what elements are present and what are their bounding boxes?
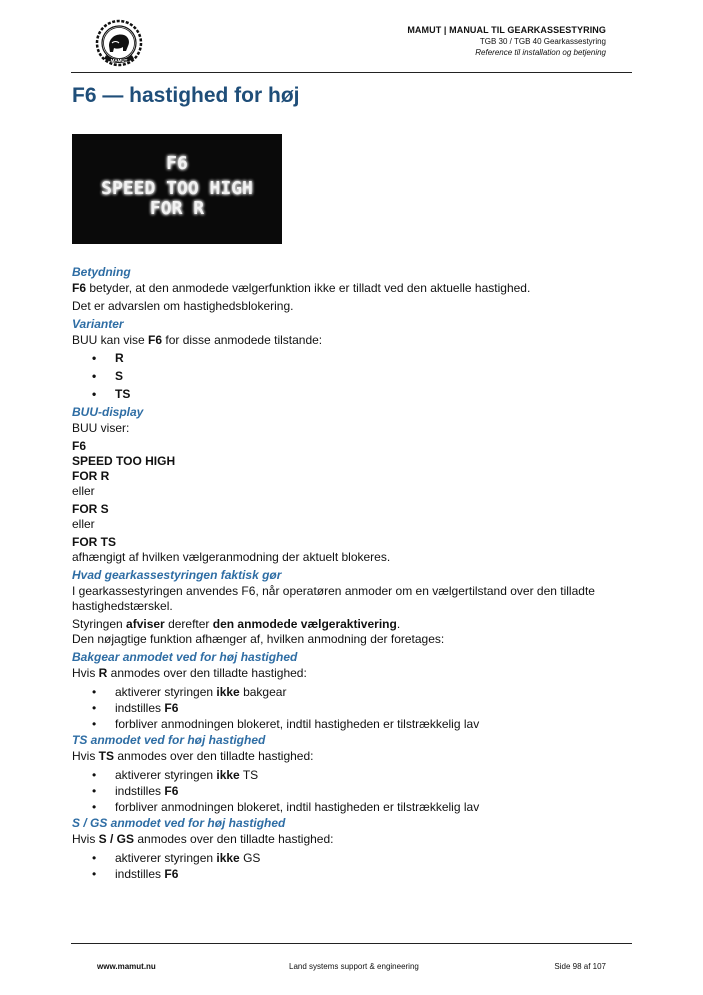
page-title: F6 — hastighed for høj — [72, 84, 300, 107]
footer-website-link[interactable]: www.mamut.nu — [97, 962, 156, 971]
section-heading-ts: TS anmodet ved for høj hastighed — [72, 733, 266, 747]
list-item: • TS — [72, 387, 632, 402]
section-heading-buu-display: BUU-display — [72, 405, 144, 419]
hvad-paragraph-3: Den nøjagtige funktion afhænger af, hvilken anmodning der foretages: — [72, 632, 445, 646]
buu-display-intro: BUU viser: — [72, 421, 130, 435]
betydning-paragraph-1: F6 betyder, at den anmodede vælgerfunktion ikke er tilladt ved den aktuelle hastighed. — [72, 281, 531, 295]
buu-display-text-block — [72, 439, 632, 484]
buu-or-2: eller — [72, 517, 95, 531]
varianter-intro: BUU kan vise F6 for disse anmodede tilstande: — [72, 333, 323, 347]
buu-display-photo — [72, 134, 282, 244]
logo-text: MAMUT — [110, 58, 128, 63]
footer-tagline: Land systems support & engineering — [289, 962, 419, 971]
list-item: • indstilles F6 — [72, 700, 632, 716]
list-item: • aktiverer styringen ikke GS — [72, 850, 632, 866]
hvad-paragraph-2: Styringen afviser derefter den anmodede vælgeraktivering. — [72, 617, 401, 631]
header-subtitle-2: Reference til installation og betjening — [475, 48, 606, 57]
buu-line-for-r: FOR R — [72, 469, 110, 483]
ts-intro: Hvis TS anmodes over den tilladte hastighed: — [72, 749, 314, 763]
list-item: • forbliver anmodningen blokeret, indtil hastigheden er tilstrækkelig lav — [72, 799, 632, 815]
ts-list — [72, 767, 632, 815]
display-line-2: SPEED TOO HIGH — [101, 178, 253, 199]
section-heading-hvad: Hvad gearkassestyringen faktisk gør — [72, 568, 282, 582]
section-heading-s-gs: S / GS anmodet ved for høj hastighed — [72, 816, 286, 830]
hvad-paragraph-1: I gearkassestyringen anvendes F6, når operatøren anmoder om en vælgertilstand over den tilladte hastighedstærskel. — [72, 584, 595, 613]
buu-line-for-s: FOR S — [72, 502, 109, 516]
list-item: • S — [72, 369, 632, 384]
list-item: • indstilles F6 — [72, 866, 632, 882]
buu-or-1: eller — [72, 484, 95, 498]
header-title: MAMUT | MANUAL TIL GEARKASSESTYRING — [407, 25, 606, 35]
page-header — [71, 14, 632, 73]
mamut-logo — [95, 19, 143, 67]
betydning-paragraph-2: Det er advarslen om hastighedsblokering. — [72, 299, 294, 313]
sgs-intro: Hvis S / GS anmodes over den tilladte hastighed: — [72, 832, 334, 846]
list-item: • forbliver anmodningen blokeret, indtil hastigheden er tilstrækkelig lav — [72, 716, 632, 732]
display-line-3: FOR R — [149, 198, 205, 219]
header-subtitle: TGB 30 / TGB 40 Gearkassestyring — [479, 37, 606, 46]
sgs-list — [72, 850, 632, 882]
footer-page-number: Side 98 af 107 — [554, 962, 606, 971]
buu-line-f6: F6 — [72, 439, 87, 453]
page-footer — [71, 943, 632, 973]
document-body — [72, 265, 632, 883]
buu-display-outro: afhængigt af hvilken vælgeranmodning der aktuelt blokeres. — [72, 550, 391, 564]
bakgear-intro: Hvis R anmodes over den tilladte hastighed: — [72, 666, 307, 680]
section-heading-betydning: Betydning — [72, 265, 131, 279]
display-line-1: F6 — [166, 153, 188, 174]
varianter-list — [72, 351, 632, 402]
list-item: • R — [72, 351, 632, 366]
bakgear-list — [72, 684, 632, 732]
buu-line-for-ts: FOR TS — [72, 535, 116, 549]
list-item: • indstilles F6 — [72, 783, 632, 799]
header-text — [407, 25, 606, 58]
section-heading-bakgear: Bakgear anmodet ved for høj hastighed — [72, 650, 298, 664]
list-item: • aktiverer styringen ikke bakgear — [72, 684, 632, 700]
buu-line-speed: SPEED TOO HIGH — [72, 454, 176, 468]
section-heading-varianter: Varianter — [72, 317, 124, 331]
list-item: • aktiverer styringen ikke TS — [72, 767, 632, 783]
